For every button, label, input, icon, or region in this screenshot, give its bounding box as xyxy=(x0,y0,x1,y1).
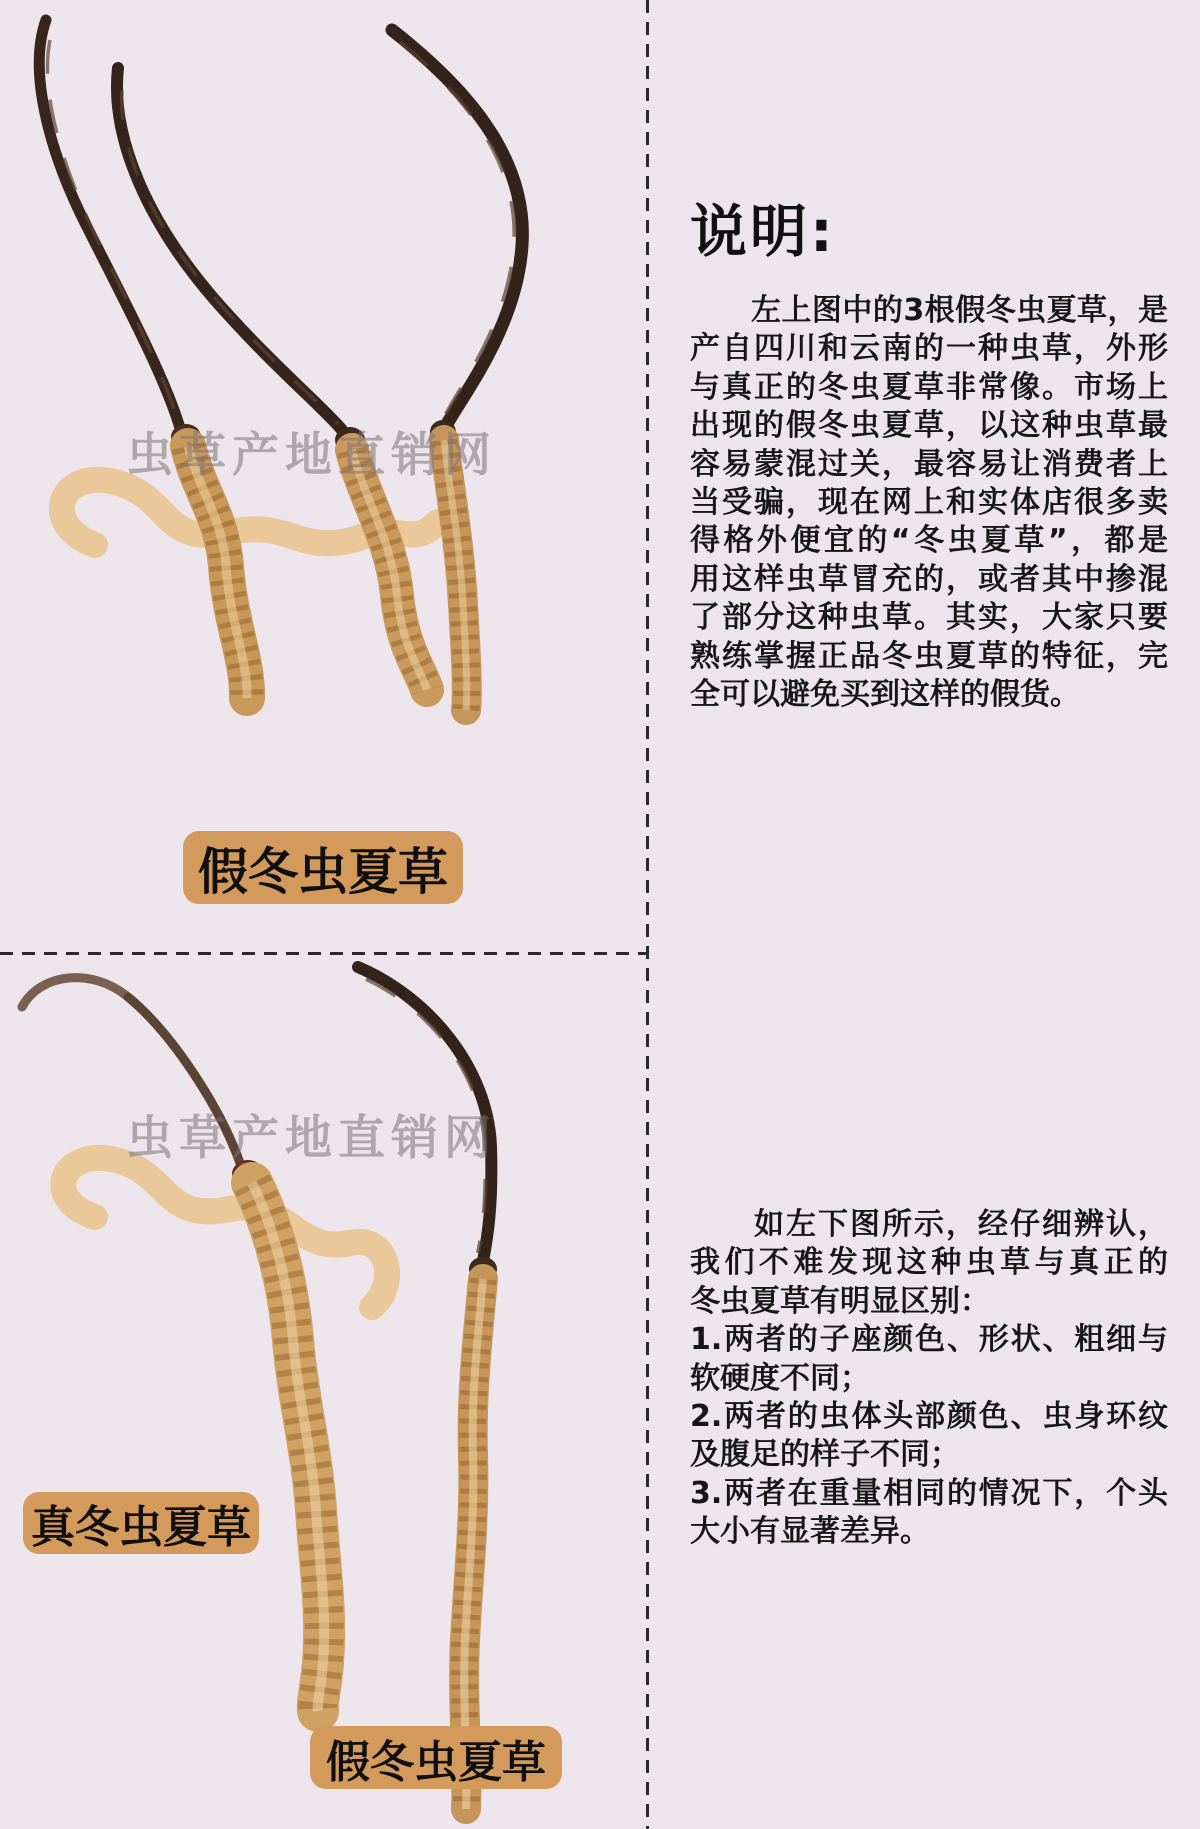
text-line: 冬虫夏草有明显区别： xyxy=(690,1283,990,1319)
text-line: 当受骗，现在网上和实体店很多卖 xyxy=(690,485,1168,521)
real-vs-fake-illustration xyxy=(0,955,646,1829)
watermark-squiggle xyxy=(63,1158,387,1307)
explanation-paragraph-1 xyxy=(690,292,1168,714)
fake-specimen xyxy=(358,967,497,1809)
fake-cordyceps-photo xyxy=(0,0,646,952)
label-text: 假冬虫夏草 xyxy=(326,1736,546,1788)
text-line: 出现的假冬虫夏草，以这种虫草最 xyxy=(690,408,1168,444)
label-fake-cordyceps-bottom xyxy=(310,1726,562,1789)
text-line: 左上图中的3根假冬虫夏草，是 xyxy=(690,293,1168,328)
watermark-text: 虫草产地直销网 xyxy=(126,428,497,483)
text-line: 3.两者在重量相同的情况下，个头 xyxy=(690,1475,1168,1511)
text-line: 我们不难发现这种虫草与真正的 xyxy=(690,1245,1168,1281)
text-line: 1.两者的子座颜色、形状、粗细与 xyxy=(690,1322,1168,1358)
label-text: 假冬虫夏草 xyxy=(198,842,448,901)
real-specimen xyxy=(22,978,324,1711)
explanation-paragraph-2 xyxy=(690,1206,1168,1552)
real-vs-fake-cordyceps-photo xyxy=(0,955,646,1829)
explanation-title: 说明: xyxy=(690,199,836,265)
vertical-dashed-divider xyxy=(646,0,649,1829)
text-line: 及腹足的样子不同； xyxy=(690,1437,960,1473)
text-line: 大小有显著差异。 xyxy=(690,1514,930,1550)
text-line: 容易蒙混过关，最容易让消费者上 xyxy=(690,446,1168,482)
text-line: 与真正的冬虫夏草非常像。市场上 xyxy=(690,369,1168,405)
fake-specimen-1 xyxy=(39,20,247,698)
text-line: 2.两者的虫体头部颜色、虫身环纹 xyxy=(690,1399,1168,1435)
label-text: 真冬虫夏草 xyxy=(31,1502,251,1553)
text-line: 如左下图所示，经仔细辨认， xyxy=(690,1207,1168,1242)
watermark-text: 虫草产地直销网 xyxy=(126,1111,497,1166)
label-fake-cordyceps-top xyxy=(183,831,463,904)
text-line: 产自四川和云南的一种虫草，外形 xyxy=(690,331,1168,367)
text-line: 了部分这种虫草。其实，大家只要 xyxy=(690,600,1168,636)
text-line: 软硬度不同； xyxy=(690,1360,870,1396)
label-real-cordyceps xyxy=(23,1492,259,1554)
text-line: 全可以避免买到这样的假货。 xyxy=(690,677,1080,713)
text-line: 用这样虫草冒充的，或者其中掺混 xyxy=(690,561,1168,597)
text-line: 熟练掌握正品冬虫夏草的特征，完 xyxy=(690,638,1168,674)
text-line: 得格外便宜的“冬虫夏草”，都是 xyxy=(690,523,1168,559)
